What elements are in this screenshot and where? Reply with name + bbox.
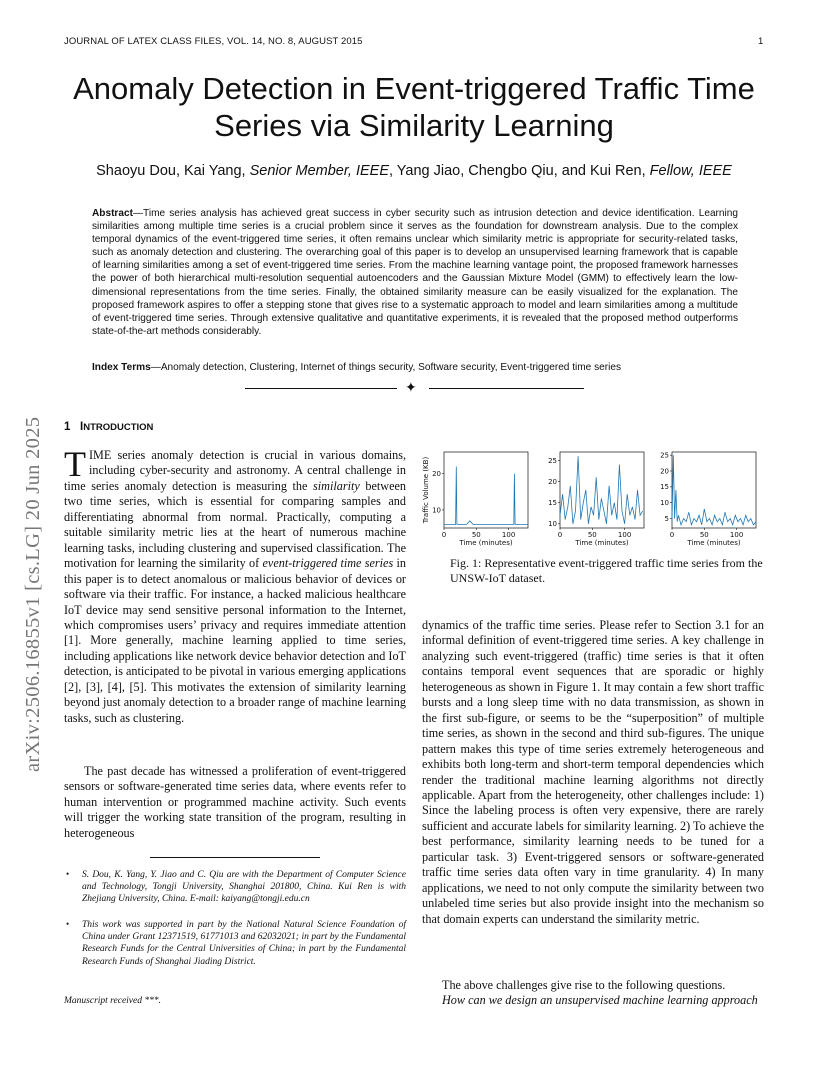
footnote-bullet-1: • bbox=[66, 869, 70, 879]
section-number: 1 bbox=[64, 421, 71, 433]
author-line bbox=[40, 163, 788, 179]
panel-3 bbox=[660, 452, 756, 546]
authors-part-2: , Yang Jiao, Chengbo Qiu, and Kui Ren, bbox=[389, 163, 646, 179]
index-terms bbox=[92, 362, 738, 373]
series-line bbox=[560, 456, 643, 524]
intro-paragraph-3: dynamics of the traffic time series. Please refer to Section 3.1 for an informal definition of event-triggered time series. A key challenge in analyzing such event-triggered (traffic) time series is that it often contains temporal event sequences that are sporadic or highly heterogeneous as shown in Figure 1. It may contain a few short traffic bursts and a long sleep time with no data transmission, as shown in the first sub-figure, or seems to be the “superposition” of multiple time series, as shown in the second and third sub-figures. The unique pattern makes this type of time series extremely heterogeneous and exhibits both long-term and short-term temporal dependencies which render the traditional machine learning algorithms not directly applicable. Apart from the heterogeneity, other challenges include: 1) Since the labeling process is often very expensive, there are rarely sufficient and accurate labels for similarity learning. 2) To achieve the best performance, similarity learning needs to be tuned for a particular task. 3) Event-triggered sensors or software-generated traffic time series data often vary in time granularity. 4) In many applications, we need to not only compute the similarity between two unlabeled time series but also provide insight into the mechanism so that domain experts can understand the similarity metric. bbox=[422, 618, 764, 926]
manuscript-note: Manuscript received ***. bbox=[64, 996, 161, 1006]
footnote-funding: This work was supported in part by the National Natural Science Foundation of China under Grant 12371519, 61771013 and 62032021; in part by the Fundamental Research Funds for the Central Universities of China; in part by the Fundamental Research Funds of Shanghai Jiading District. bbox=[82, 920, 406, 967]
x-tick-label: 100 bbox=[617, 531, 632, 539]
panel-1 bbox=[422, 452, 528, 546]
footnote-rule bbox=[150, 857, 320, 858]
p1-lead: IME series anomaly detection is crucial in various domains, including cyber-security and astronomy. A central challenge in time series anomaly detection is measuring the bbox=[64, 448, 406, 493]
y-tick-label: 10 bbox=[432, 506, 441, 515]
x-tick-label: 0 bbox=[557, 531, 563, 539]
y-tick-label: 5 bbox=[664, 514, 669, 523]
section-title-initial: I bbox=[80, 421, 84, 433]
index-terms-label: Index Terms bbox=[92, 362, 151, 373]
x-tick-label: 50 bbox=[587, 531, 597, 539]
y-tick-label: 15 bbox=[548, 499, 557, 508]
page-number: 1 bbox=[758, 36, 764, 47]
x-axis-label: Time (minutes) bbox=[687, 539, 741, 546]
x-axis-label: Time (minutes) bbox=[575, 539, 629, 546]
x-tick-label: 100 bbox=[501, 531, 516, 539]
intro-paragraph-5: How can we design an unsupervised machine learning approach bbox=[442, 993, 758, 1007]
abstract bbox=[92, 207, 738, 338]
y-tick-label: 15 bbox=[660, 483, 669, 492]
p1-emphasis-similarity: similarity bbox=[313, 478, 360, 493]
figure-caption: Fig. 1: Representative event-triggered traffic time series from the UNSW-IoT dataset. bbox=[450, 556, 763, 585]
authors-part-1: Shaoyu Dou, Kai Yang, bbox=[96, 163, 246, 179]
x-tick-label: 0 bbox=[669, 531, 675, 539]
series-line bbox=[672, 455, 756, 525]
y-axis-label: Traffic Volume (KB) bbox=[422, 456, 430, 524]
figure-1 bbox=[420, 446, 780, 546]
arxiv-stamp: arXiv:2506.16855v1 [cs.LG] 20 Jun 2025 bbox=[22, 416, 44, 772]
intro-paragraph-2: The past decade has witnessed a proliferation of event-triggered sensors or software-generated time series data, where events refer to human intervention or programmed machine activity. Such events will trigger the working state transition of the program, resulting in heterogeneous bbox=[64, 764, 406, 840]
x-tick-label: 0 bbox=[441, 531, 447, 539]
p1-tail: in this paper is to detect anomalous or malicious behavior of devices or software via their traffic. For instance, a hacked malicious healthcare IoT device may send sensitive personal information to the Internet, which compromises users’ privacy and requires immediate attention [1]. More generally, machine learning applied to time series, including applications like network device behavior detection and IoT detection, is anticipated to be pivotal in various emerging applications [2], [3], [4], [5]. This motivates the extension of similarity learning beyond just anomaly detection to a broader range of machine learning tasks, such as clustering. bbox=[64, 556, 406, 725]
x-tick-label: 100 bbox=[729, 531, 744, 539]
x-tick-label: 50 bbox=[471, 531, 481, 539]
y-tick-label: 10 bbox=[660, 499, 669, 508]
y-tick-label: 20 bbox=[660, 467, 669, 476]
y-tick-label: 20 bbox=[548, 477, 557, 486]
separator-rule-left bbox=[245, 388, 397, 389]
membership-1: Senior Member, IEEE bbox=[249, 163, 389, 179]
x-tick-label: 50 bbox=[699, 531, 709, 539]
series-line bbox=[444, 467, 528, 525]
p1-emphasis-event-triggered: event-triggered time series bbox=[262, 556, 394, 571]
x-axis-label: Time (minutes) bbox=[459, 539, 513, 546]
panel-2 bbox=[548, 452, 644, 546]
separator-diamond-icon: ✦ bbox=[405, 379, 417, 395]
p1-mid: between two time series, which is essential for comparing samples and differentiating abnormal from normal. Practically, computing a suitable similarity metric lies at the heart of numerous machine learning tasks, including clustering and supervised classification. The motivation for learning the similarity of bbox=[64, 478, 406, 571]
y-tick-label: 10 bbox=[548, 520, 557, 529]
abstract-text: —Time series analysis has achieved great success in cyber security such as intrusion detection and device identification. Learning similarities among multiple time series is a crucial problem since it serves as the foundation for downstream analysis. Due to the complex temporal dynamics of the event-triggered time series, it often remains unclear which similarity metric is appropriate for security-related tasks, such as anomaly detection and clustering. The overarching goal of this paper is to develop an unsupervised learning framework that is capable of learning similarities among a set of event-triggered time series. From the machine learning vantage point, the proposed framework harnesses the power of both hierarchical multi-resolution sequential autoencoders and the Gaussian Mixture Model (GMM) to effectively learn the low-dimensional representations from the time series. Finally, the obtained similarity measure can be easily visualized for the explanation. The proposed framework aspires to offer a stepping stone that gives rise to a systematic approach to model and learn similarities among a multitude of event-triggered time series. Through extensive qualitative and quantitative experiments, it is revealed that the proposed method outperforms state-of-the-art methods considerably. bbox=[92, 208, 738, 337]
y-tick-label: 20 bbox=[432, 470, 441, 479]
intro-paragraph-1 bbox=[64, 444, 406, 726]
paper-title: Anomaly Detection in Event-triggered Traffic Time Series via Similarity Learning bbox=[73, 71, 755, 143]
section-title-rest: NTRODUCTION bbox=[83, 422, 154, 433]
y-tick-label: 25 bbox=[660, 451, 669, 460]
membership-2: Fellow, IEEE bbox=[649, 163, 732, 179]
y-tick-label: 25 bbox=[548, 456, 557, 465]
index-terms-text: —Anomaly detection, Clustering, Internet of things security, Software security, Event-triggered time series bbox=[150, 362, 622, 373]
abstract-label: Abstract bbox=[92, 208, 133, 219]
intro-paragraph-4: The above challenges give rise to the following questions. bbox=[442, 978, 726, 992]
footnote-bullet-2: • bbox=[66, 919, 70, 929]
section-heading bbox=[64, 421, 153, 433]
running-head: JOURNAL OF LATEX CLASS FILES, VOL. 14, NO. 8, AUGUST 2015 bbox=[64, 36, 363, 47]
footnote-affiliation: S. Dou, K. Yang, Y. Jiao and C. Qiu are with the Department of Computer Science and Technology, Tongji University, Shanghai 201800, China. Kui Ren is with Zhejiang University, China. E-mail: kaiyang@tongji.edu.cn bbox=[82, 870, 406, 905]
drop-cap: T bbox=[64, 444, 86, 484]
separator-rule-right bbox=[429, 388, 584, 389]
